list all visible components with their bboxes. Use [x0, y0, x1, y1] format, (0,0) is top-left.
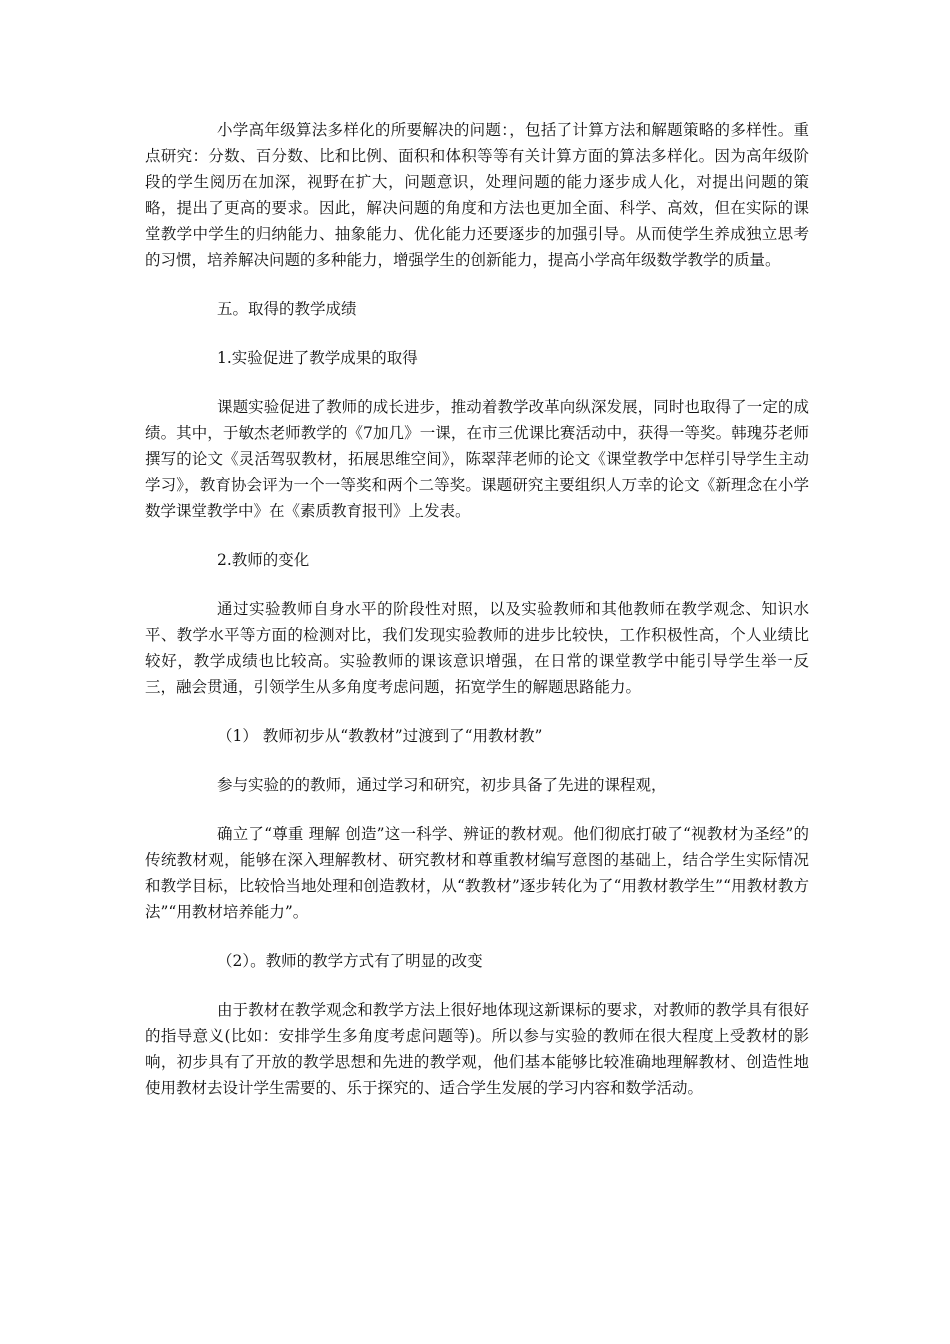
paragraph-teacher-progress: 通过实验教师自身水平的阶段性对照，以及实验教师和其他教师在教学观念、知识水平、教学水平等方面的检测对比，我们发现实验教师的进步比较快，工作积极性高，个人业绩比较好，教学成绩也比较高。实验教师的课该意识增强，在日常的课堂教学中能引导学生举一反三，融会贯通，引领学生从多角度考虑问题，拓宽学生的解题思路能力。	[145, 600, 809, 696]
paragraph-textbook-view: 确立了“尊重 理解 创造”这一科学、辨证的教材观。他们彻底打破了“视教材为圣经”的传统教材观，能够在深入理解教材、研究教材和尊重教材编写意图的基础上，结合学生实际情况和教学目标，比较恰当地处理和创造教材，从“教教材”逐步转化为了“用教材教学生”“用教材教方法”“用教材培养能力”。	[145, 825, 809, 921]
paragraph-algorithm-diversity: 小学高年级算法多样化的所要解决的问题：，包括了计算方法和解题策略的多样性。重点研究：分数、百分数、比和比例、面积和体积等等有关计算方面的算法多样化。因为高年级阶段的学生阅历在加深，视野在扩大，问题意识，处理问题的能力逐步成人化，对提出问题的策略，提出了更高的要求。因此，解决问题的角度和方法也更加全面、科学、高效，但在实际的课堂教学中学生的归纳能力、抽象能力、优化能力还要逐步的加强引导。从而使学生养成独立思考的习惯，培养解决问题的多种能力，增强学生的创新能力，提高小学高年级数学教学的质量。	[145, 121, 809, 269]
subheading-achievements: 1.实验促进了教学成果的取得	[217, 349, 418, 367]
section-heading-results: 五。取得的教学成绩	[217, 300, 357, 318]
paragraph-teaching-methods: 由于教材在教学观念和教学方法上很好地体现这新课标的要求，对教师的教学具有很好的指导意义(比如：安排学生多角度考虑问题等)。所以参与实验的教师在很大程度上受教材的影响，初步具有了开放的教学思想和先进的教学观，他们基本能够比较准确地理解教材、创造性地使用教材去设计学生需要的、乐于探究的、适合学生发展的学习内容和数学活动。	[145, 1001, 809, 1097]
paragraph-curriculum-view: 参与实验的的教师，通过学习和研究，初步具备了先进的课程观，	[217, 776, 667, 794]
subheading-teacher-changes: 2.教师的变化	[217, 551, 310, 569]
document-body	[145, 117, 809, 1101]
subheading-textbook-use: （1） 教师初步从“教教材”过渡到了“用教材教”	[217, 727, 543, 745]
paragraph-achievements: 课题实验促进了教师的成长进步，推动着教学改革向纵深发展，同时也取得了一定的成绩。其中，于敏杰老师教学的《7加几》一课，在市三优课比赛活动中，获得一等奖。韩瑰芬老师撰写的论文《灵活驾驭教材，拓展思维空间》，陈翠萍老师的论文《课堂教学中怎样引导学生主动学习》，教育协会评为一个一等奖和两个二等奖。课题研究主要组织人万幸的论文《新理念在小学数学课堂教学中》在《素质教育报刊》上发表。	[145, 398, 809, 520]
subheading-teaching-methods: （2）。教师的教学方式有了明显的改变	[217, 952, 483, 970]
